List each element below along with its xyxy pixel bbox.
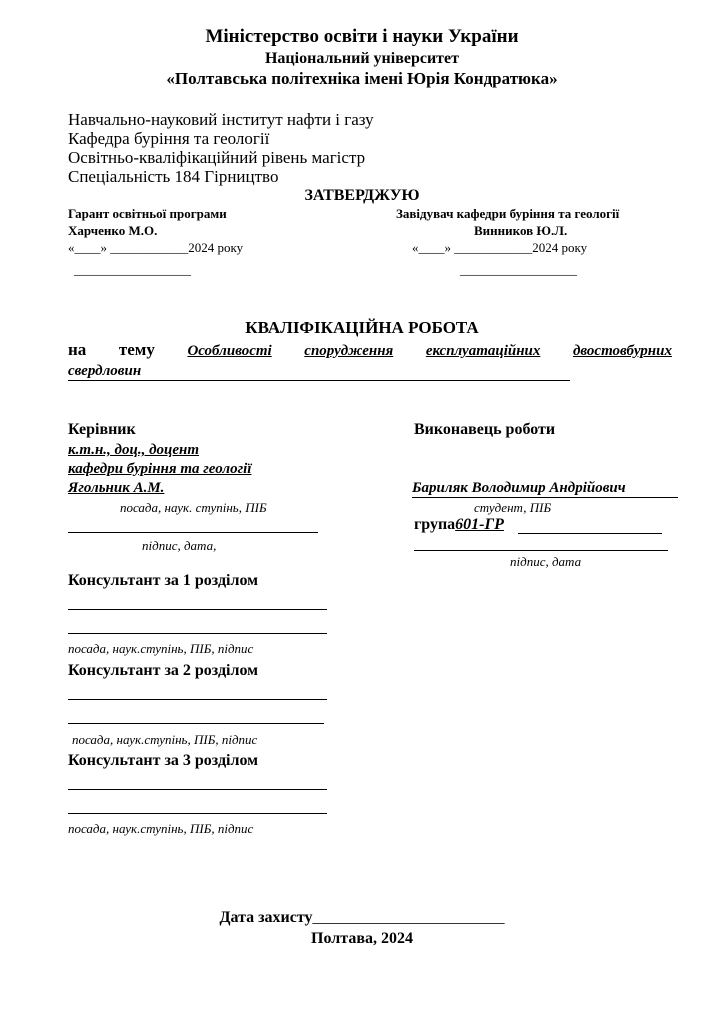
ministry-title: Міністерство освіти і науки України: [205, 26, 519, 47]
consultant-1-line: [68, 609, 327, 610]
head-of-department-date: «____» ____________2024 року: [412, 240, 588, 255]
city-year: Полтава, 2024: [311, 930, 413, 947]
consultant-2-line: [68, 699, 327, 700]
defense-date-blank: ________________________: [312, 909, 505, 926]
consultant-1-caption: посада, наук.ступінь, ПІБ, підпис: [68, 641, 254, 656]
topic-line-2: свердловин: [68, 363, 142, 379]
consultant-2-heading: Консультант за 2 розділом: [68, 662, 259, 679]
supervisor-caption-signature: підпис, дата,: [142, 538, 217, 553]
group-value: 601-ГР: [455, 516, 504, 533]
supervisor-department: кафедри буріння та геології: [68, 461, 252, 477]
consultant-3-heading: Консультант за 3 розділом: [68, 752, 259, 769]
topic-underline: [68, 380, 570, 381]
guarantor-date: «____» ____________2024 року: [68, 240, 244, 255]
performer-caption-signature: підпис, дата: [510, 554, 582, 569]
performer-caption-student: студент, ПІБ: [474, 500, 552, 515]
supervisor-caption-position: посада, наук. ступінь, ПІБ: [120, 500, 267, 515]
consultant-1-heading: Консультант за 1 розділом: [68, 572, 259, 589]
guarantor-role: Гарант освітньої програми: [68, 206, 227, 221]
work-title: КВАЛІФІКАЦІЙНА РОБОТА: [245, 318, 479, 337]
department: Кафедра буріння та геології: [68, 129, 270, 148]
consultant-2-line: [68, 723, 324, 724]
topic-word: спорудження: [304, 343, 394, 359]
performer-group: [414, 516, 504, 534]
institute: Навчально-науковий інститут нафти і газу: [68, 110, 374, 129]
head-of-department-signature-line: __________________: [460, 262, 577, 277]
head-of-department-name: Винников Ю.Л.: [474, 223, 568, 238]
university-full-name: «Полтавська політехніка імені Юрія Кондратюка»: [166, 69, 558, 88]
defense-date-label: Дата захисту: [219, 909, 313, 926]
consultant-2-caption: посада, наук.ступінь, ПІБ, підпис: [72, 732, 258, 747]
consultant-3-line: [68, 789, 327, 790]
performer-name: Бариляк Володимир Андрійович: [412, 480, 626, 496]
topic-word: експлуатаційних: [425, 343, 541, 359]
supervisor-degree: к.т.н., доц., доцент: [68, 442, 200, 458]
guarantor-signature-line: __________________: [74, 262, 191, 277]
defense-date: [0, 909, 724, 927]
topic-label-on: на: [68, 340, 87, 359]
consultant-3-line: [68, 813, 327, 814]
supervisor-heading: Керівник: [68, 421, 136, 438]
group-underline: [518, 533, 662, 534]
supervisor-name: Ягольник А.М.: [68, 480, 165, 496]
topic-label-theme: тему: [118, 340, 155, 359]
university-name: Національний університет: [264, 50, 459, 67]
consultant-3-caption: посада, наук.ступінь, ПІБ, підпис: [68, 821, 254, 836]
specialty: Спеціальність 184 Гірництво: [68, 167, 279, 186]
guarantor-name: Харченко М.О.: [68, 223, 158, 238]
consultant-1-line: [68, 633, 327, 634]
supervisor-signature-line: [68, 532, 318, 533]
group-label: група: [414, 516, 456, 533]
performer-name-underline: [412, 497, 678, 498]
topic-word: Особливості: [187, 343, 272, 359]
qualification-level: Освітньо-кваліфікаційний рівень магістр: [68, 148, 366, 167]
topic-word: двостовбурних: [572, 343, 672, 359]
topic-line-1: [68, 340, 672, 360]
performer-heading: Виконавець роботи: [414, 421, 556, 438]
approval-title: ЗАТВЕРДЖУЮ: [304, 187, 420, 204]
performer-signature-line: [414, 550, 668, 551]
head-of-department-role: Завідувач кафедри буріння та геології: [396, 206, 620, 221]
